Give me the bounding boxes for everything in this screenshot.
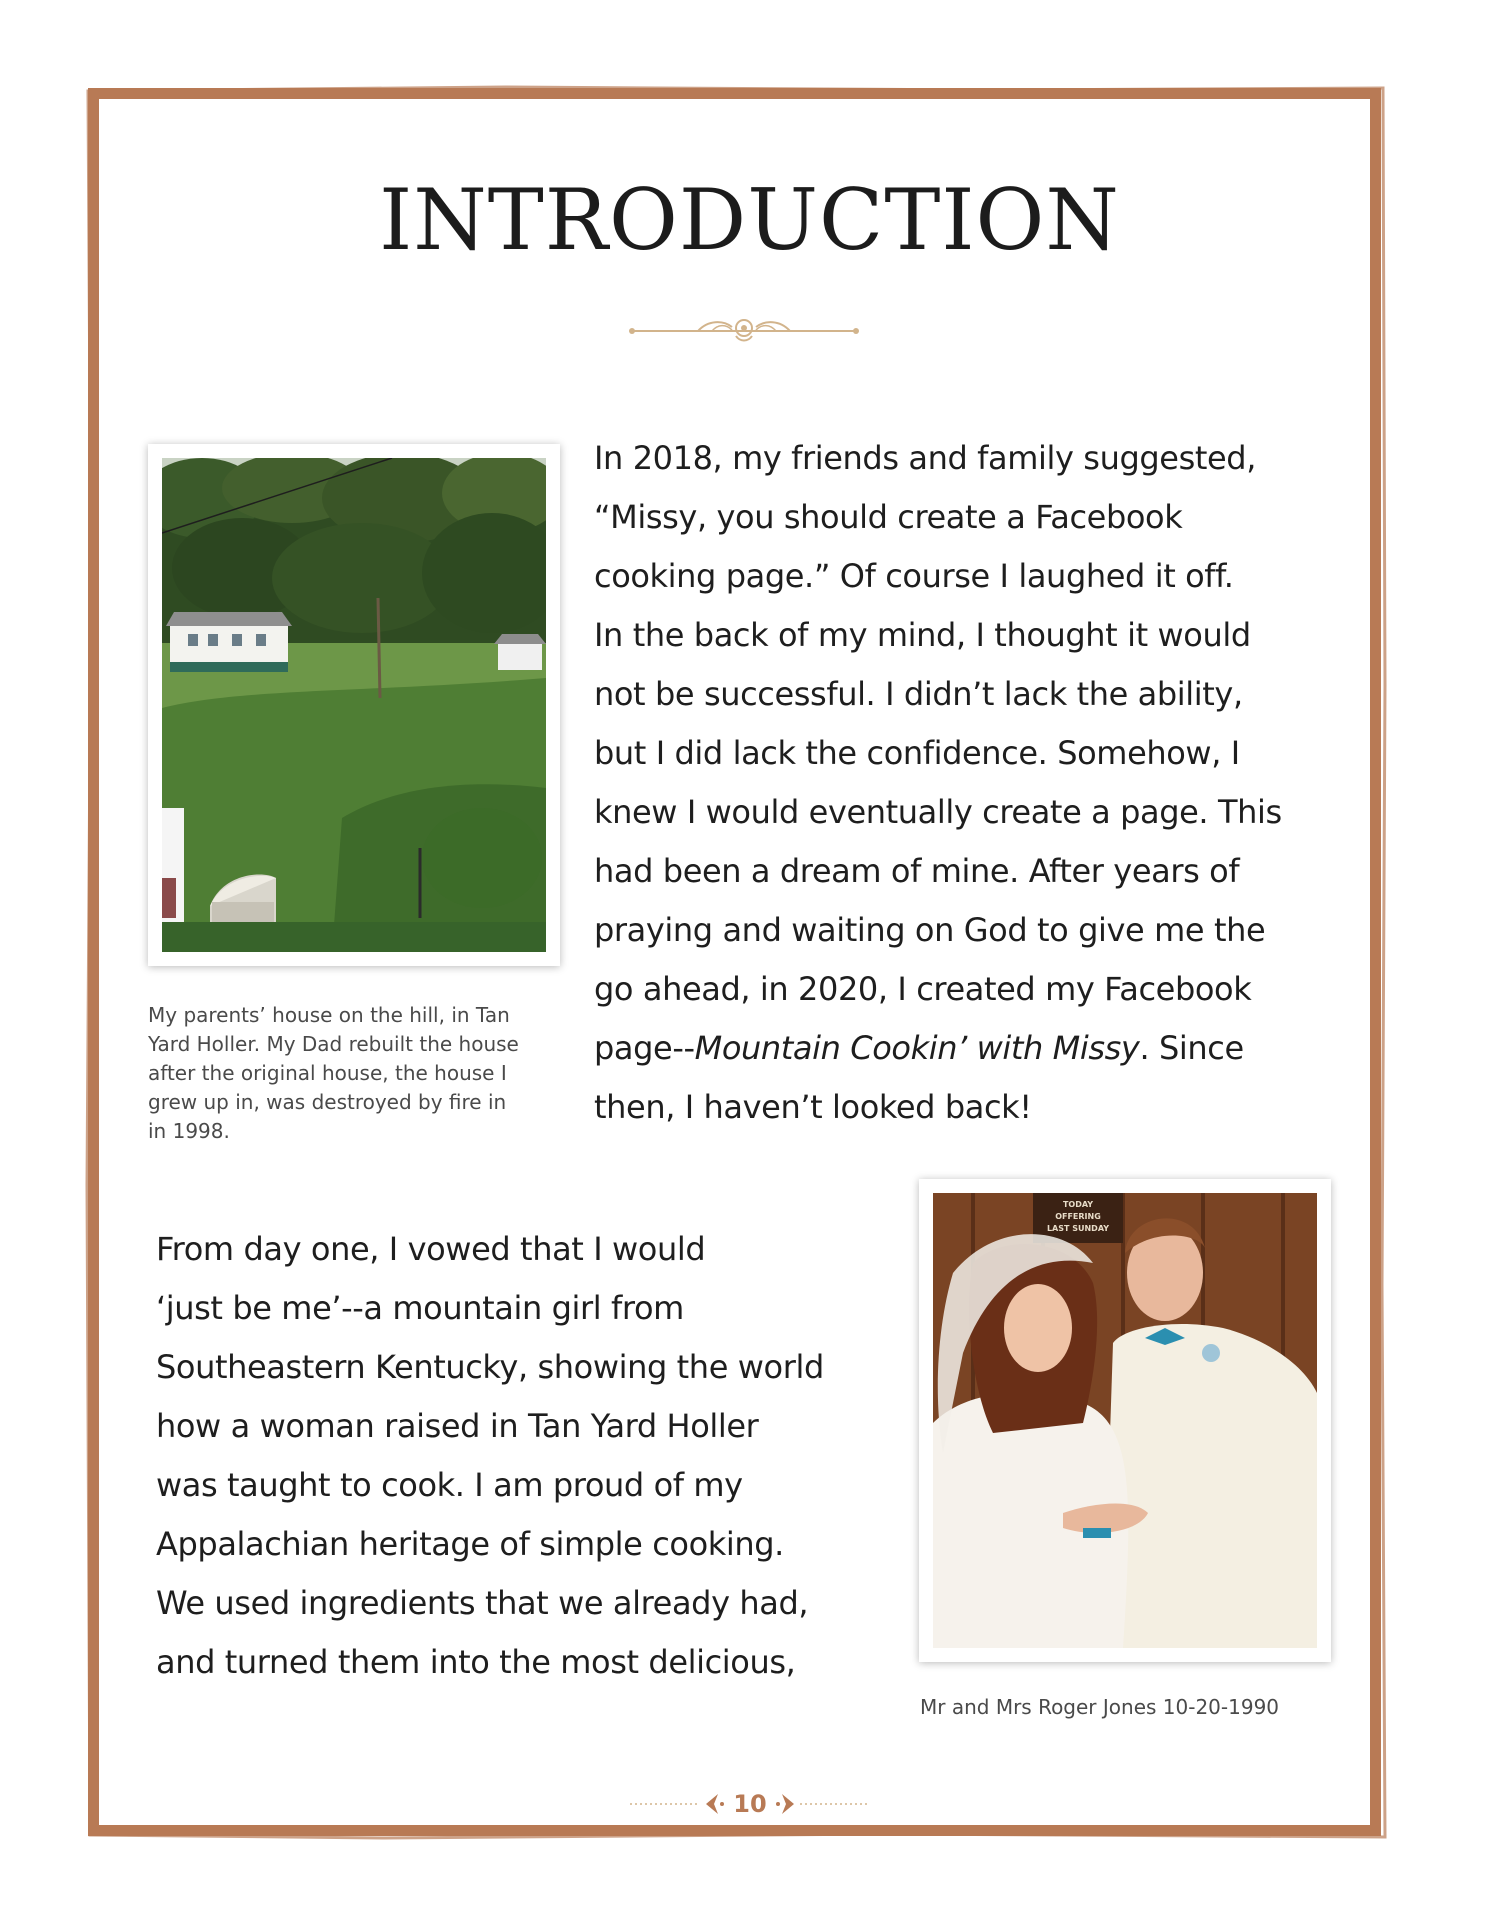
caption-line: after the original house, the house I	[148, 1061, 507, 1085]
svg-text:OFFERING: OFFERING	[1055, 1212, 1101, 1221]
house-photo-caption	[148, 1001, 558, 1146]
paragraph-line: In 2018, my friends and family suggested,	[594, 439, 1256, 477]
paragraph-line: In the back of my mind, I thought it would	[594, 616, 1251, 654]
wedding-couple-image	[933, 1193, 1317, 1648]
page-footer	[630, 1786, 870, 1822]
paragraph-line: We used ingredients that we already had,	[156, 1584, 809, 1622]
wedding-photo	[919, 1179, 1331, 1662]
caption-line: grew up in, was destroyed by fire in	[148, 1090, 507, 1114]
paragraph-line: Appalachian heritage of simple cooking.	[156, 1525, 784, 1563]
paragraph-line: had been a dream of mine. After years of	[594, 852, 1240, 890]
page-number: 10	[733, 1790, 767, 1818]
paragraph-line: then, I haven’t looked back!	[594, 1088, 1032, 1126]
house-hillside-image	[162, 458, 546, 952]
intro-paragraph-2	[156, 1220, 824, 1692]
page-title: INTRODUCTION	[379, 171, 1120, 269]
paragraph-line: knew I would eventually create a page. This	[594, 793, 1282, 831]
paragraph-line: From day one, I vowed that I would	[156, 1230, 706, 1268]
paragraph-line: ‘just be me’--a mountain girl from	[156, 1289, 684, 1327]
flourish-divider-icon	[628, 314, 860, 344]
facebook-page-name: Mountain Cookin’ with Missy	[694, 1029, 1140, 1067]
paragraph-line: go ahead, in 2020, I created my Facebook	[594, 970, 1252, 1008]
paragraph-line	[594, 1019, 1282, 1078]
paragraph-line: “Missy, you should create a Facebook	[594, 498, 1183, 536]
paragraph-line: was taught to cook. I am proud of my	[156, 1466, 743, 1504]
house-photo	[148, 444, 560, 966]
caption-line: Yard Holler. My Dad rebuilt the house	[148, 1032, 519, 1056]
paragraph-line: and turned them into the most delicious,	[156, 1643, 796, 1681]
church-sign-text: TODAY	[1062, 1200, 1094, 1209]
paragraph-line: cooking page.” Of course I laughed it off.	[594, 557, 1234, 595]
svg-text:LAST SUNDAY: LAST SUNDAY	[1046, 1224, 1110, 1233]
paragraph-line: but I did lack the confidence. Somehow, I	[594, 734, 1240, 772]
paragraph-line: how a woman raised in Tan Yard Holler	[156, 1407, 759, 1445]
wedding-photo-caption: Mr and Mrs Roger Jones 10-20-1990	[920, 1695, 1280, 1719]
intro-paragraph-1	[594, 429, 1282, 1137]
line-suffix: . Since	[1139, 1029, 1244, 1067]
caption-line: in 1998.	[148, 1119, 230, 1143]
paragraph-line: praying and waiting on God to give me the	[594, 911, 1266, 949]
line-prefix: page--	[594, 1029, 695, 1067]
paragraph-line: Southeastern Kentucky, showing the world	[156, 1348, 824, 1386]
paragraph-line: not be successful. I didn’t lack the ability,	[594, 675, 1243, 713]
caption-line: My parents’ house on the hill, in Tan	[148, 1003, 510, 1027]
